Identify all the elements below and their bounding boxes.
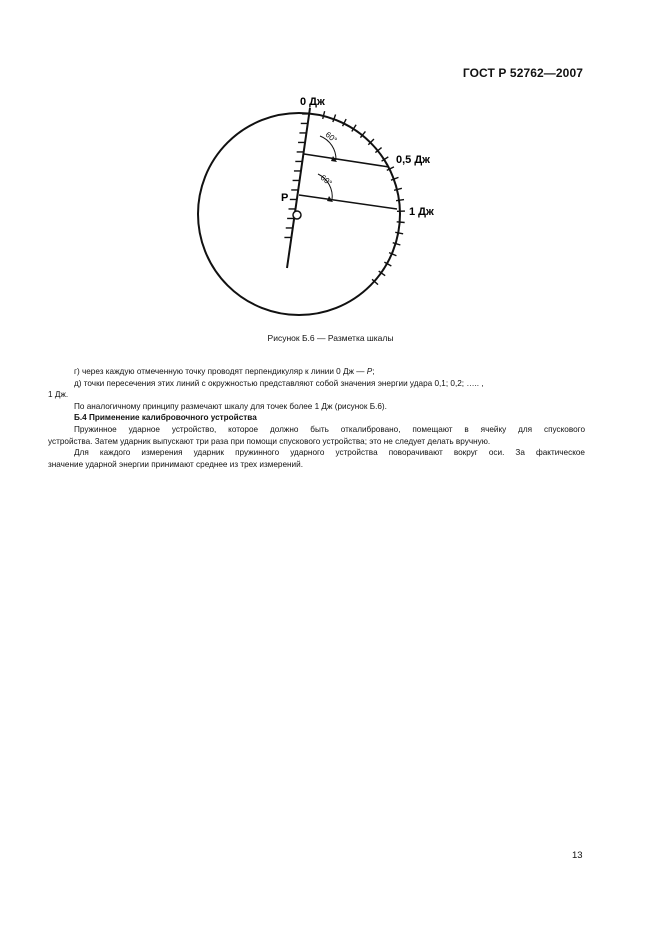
item-g-end: ; [372,367,375,376]
perpendicular-one-joule [299,195,397,209]
figure-caption: Рисунок Б.6 — Разметка шкалы [267,333,394,343]
document-header: ГОСТ Р 52762—2007 [462,66,583,80]
item-g-text: г) через каждую отмеченную точку проводят перпендикуляр к линии 0 Дж — [74,367,367,376]
paragraph-device-line1: Пружинное ударное устройство, которое должно быть откалибровано, помещают в ячейку для спускового [74,424,585,434]
dial-tick [323,111,325,119]
page-number: 13 [572,850,583,861]
paragraph-analog: По аналогичному принципу размечают шкалу для точек более 1 Дж (рисунок Б.6). [74,401,387,411]
label-angle-lower: 60° [318,173,334,188]
dial-tick [397,222,405,223]
paragraph-measure-line1: Для каждого измерения ударник пружинного ударного устройства поворачивают вокруг оси. За фактическое [74,448,585,458]
item-d-line2: 1 Дж. [48,390,69,400]
perpendicular-half-joule [304,154,389,167]
dial-tick [394,188,402,190]
item-g-variable: P [366,367,373,376]
item-d-line1: д) точки пересечения этих линий с окружностью представляют собой значения энергии удара 0,1; 0,2; ….. , [74,378,484,388]
label-0-5-joule: 0,5 Дж [396,154,430,166]
pivot-point [293,211,301,219]
item-g [48,366,585,378]
label-angle-upper: 60° [323,130,339,145]
paragraph-measure-line2: значение ударной энергии принимают среднее из трех измерений. [48,459,303,469]
scale-marking-figure [0,0,661,336]
label-0-joule: 0 Дж [300,96,325,108]
label-1-joule: 1 Дж [409,206,434,218]
body-text [48,366,585,470]
dial-tick [395,232,403,233]
label-pivot-p: P [281,192,289,204]
paragraph-device-line2: устройства. Затем ударник выпускают три раза при помощи спускового устройства; это не следует делать вручную. [48,436,491,446]
section-heading-b4: Б.4 Применение калибровочного устройства [74,413,257,423]
zero-energy-line [287,108,310,268]
dial-tick [396,200,404,201]
